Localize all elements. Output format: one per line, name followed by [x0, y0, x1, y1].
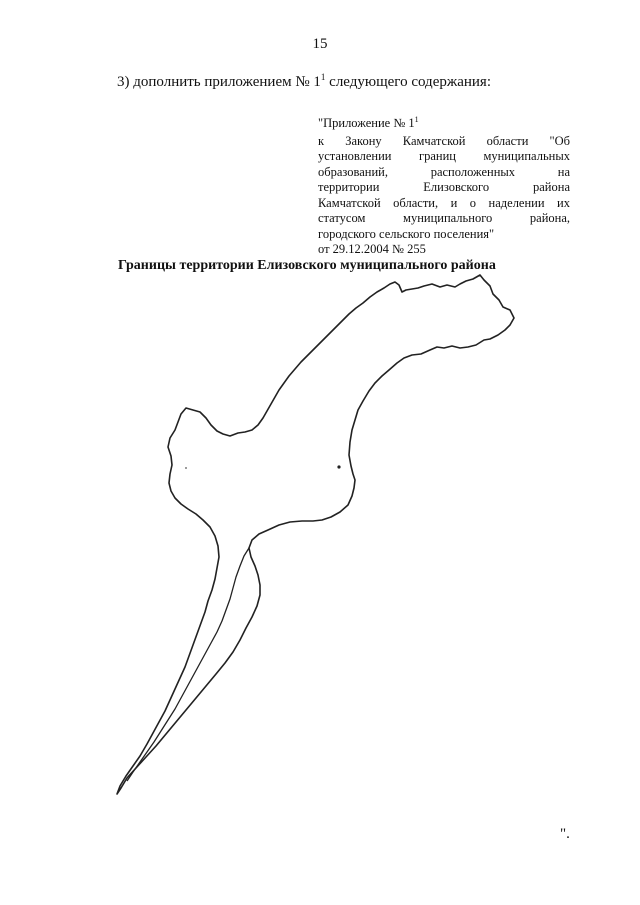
appendix-line: установлении границ муниципальных	[318, 149, 570, 164]
district-boundary-map	[110, 272, 530, 802]
appendix-block	[318, 112, 570, 258]
intro-main: 3) дополнить приложением № 1	[117, 74, 321, 90]
appendix-line: городского сельского поселения"	[318, 226, 495, 241]
appendix-line: Камчатской области, и о наделении их	[318, 195, 570, 210]
closing-quote-mark: ".	[560, 826, 570, 842]
intro-suffix: следующего содержания:	[325, 74, 491, 90]
intro-text	[117, 72, 491, 91]
appendix-line: образований, расположенных на	[318, 164, 570, 179]
appendix-line: статусом муниципального района,	[318, 211, 570, 226]
appendix-title-superscript: 1	[414, 115, 419, 124]
page-number: 15	[312, 36, 328, 52]
appendix-line: к Закону Камчатской области "Об	[318, 133, 570, 148]
map-marker-dot	[185, 467, 187, 469]
map-heading: Границы территории Елизовского муниципального района	[118, 258, 496, 273]
appendix-line: территории Елизовского района	[318, 180, 570, 195]
district-boundary-outline	[117, 275, 514, 794]
intro-superscript: 1	[320, 72, 326, 82]
appendix-title-text: "Приложение № 1	[318, 116, 415, 131]
appendix-title	[318, 112, 570, 132]
map-marker-dot	[337, 465, 340, 468]
appendix-date: от 29.12.2004 № 255	[318, 242, 426, 257]
